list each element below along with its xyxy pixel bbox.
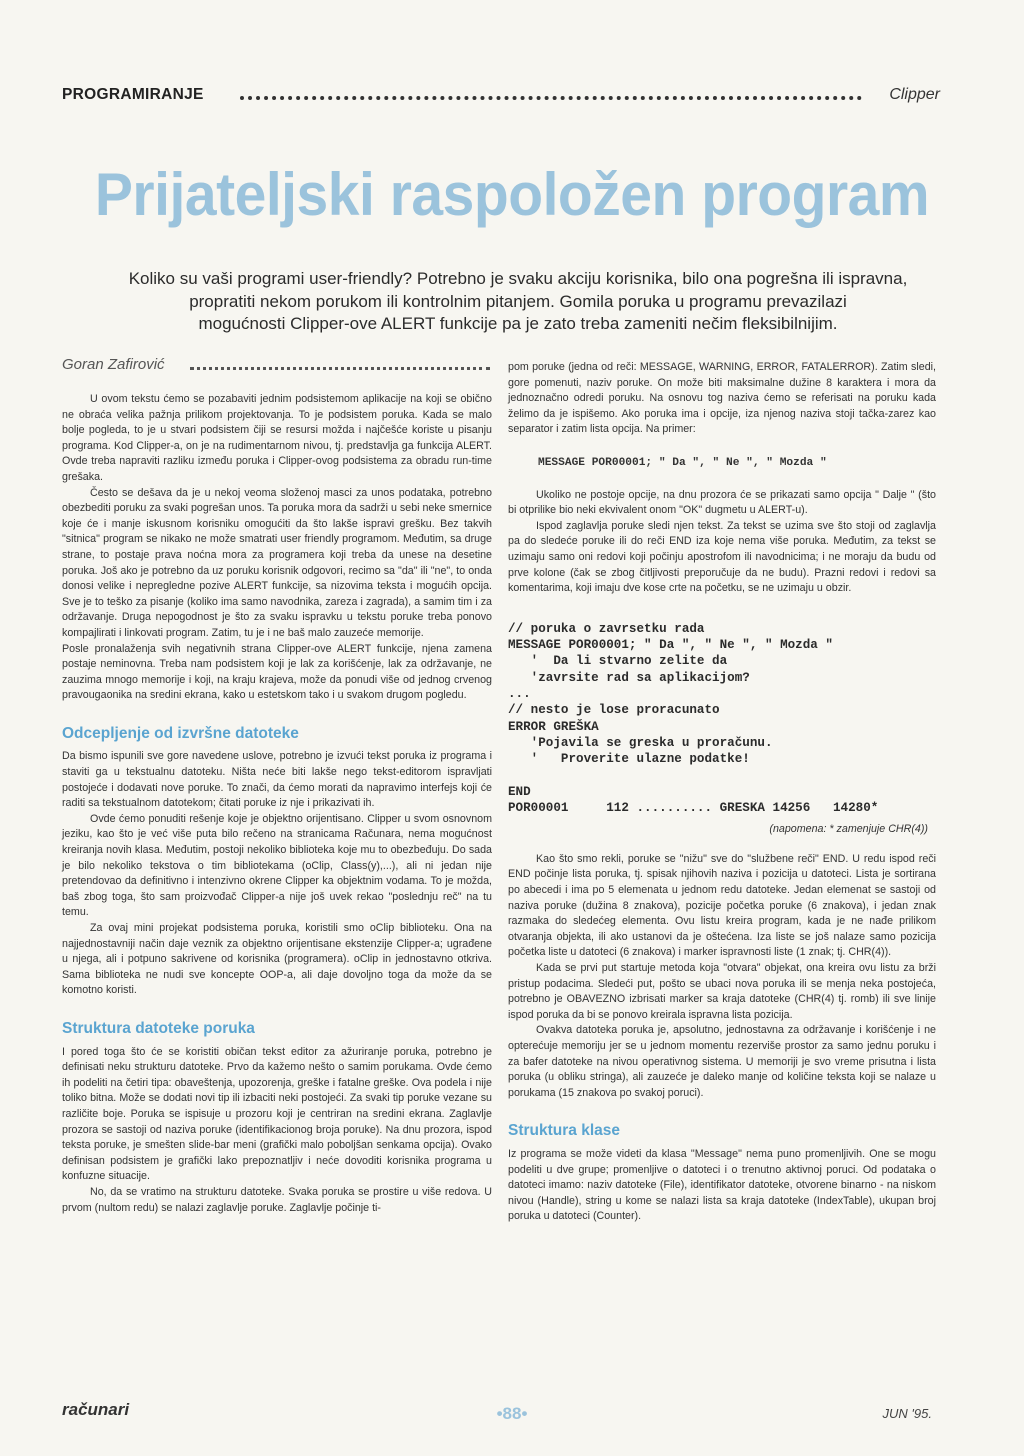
paragraph: Da bismo ispunili sve gore navedene uslove, potrebno je izvući tekst poruka iz programa i staviti ga u tekstualnu datoteku. Ništa neće biti lakše nego tekst-editorom ispravljati postojeće i dodavati nove poruke. To znači, da ćemo morati da napravimo interfejs koji će raditi sa tekstualnom datotekom; čitati poruke iz nje i prikazivati ih. xyxy=(62,750,492,810)
paragraph: I pored toga što će se koristiti običan tekst editor za ažuriranje poruka, potrebno je definisati neku strukturu datoteke. Prvo da kažemo nešto o samim porukama. Ovde ćemo ih podeliti na četiri tipa: obaveštenja, upozorenja, greške i fatalne greške. Ova podela i nije toliko bitna. Može se dodati novi tip ili izbaciti neki postojeći. Za svaki tip poruke vezane su različite boje. Poruka se ispisuje u prozoru koji je centriran na sredini ekrana. Zaglavlje prozora se sastoji od naziva poruke (identifikacionog broja poruke). Na dnu prozora, ispod teksta poruke, je smešten slide-bar meni (grafički malo poboljšan senkama opcija). Ovako definisan podsistem je grafički lako prepoznatljiv i neće dovoditi korisnika programa u konfuzne situacije. xyxy=(62,1045,492,1183)
author-name: Goran Zafirović xyxy=(62,356,165,373)
subheading: Struktura klase xyxy=(508,1122,620,1140)
code-example: MESSAGE POR00001; " Da ", " Ne ", " Mozda " xyxy=(538,456,827,469)
code-listing: // poruka o zavrsetku rada MESSAGE POR00001; " Da ", " Ne ", " Mozda " ' Da li stvarno zelite da 'zavrsite rad sa aplikacijom? ... // nesto je lose proracunato ERROR GREŠKA 'Pojavila se greska u proračunu. ' Proverite ulazne podatke! END POR00001 112 .......... GRESKA 14256 14280* xyxy=(508,621,879,815)
paragraph: Posle pronalaženja svih negativnih strana Clipper-ove ALERT funkcije, njena zamena postaje neminovna. Treba nam podsistem koji je lak za korišćenje, lak za održavanje, ne zauzima mnogo memorije i koji, na kraju krajeva, može da ponudi više od jednog crvenog pravougaonika na sredini ekrana, kako u estetskom tako i u svakom drugom pogledu. xyxy=(62,642,492,702)
topic-label: Clipper xyxy=(889,86,940,103)
paragraph: Iz programa se može videti da klasa "Message" nema puno promenljivih. One se mogu podeliti u dve grupe; promenljive o datoteci i o trenutno aktivnoj poruci. Od podataka o datoteci imamo: naziv datoteke (File), identifikator datoteke, otvorene binarno - na niskom nivou (Handle), string u kome se nalazi lista sa kraja datoteke (IndexTable), ukupan broj poruka u datoteci (Counter). xyxy=(508,1147,936,1223)
magazine-logo: računari xyxy=(62,1400,130,1419)
paragraph: Za ovaj mini projekat podsistema poruka, koristili smo oClip biblioteku. Ona na najjednostavniji način daje veznik za objektno orijentisane ekstenzije Clipper-a; ugrađene u njega, ali i potpuno sakrivene od korisnika (programera). oClip in jednostavno otkriva. Sama biblioteka ne nudi sve koncepte OOP-a, ali daje dovoljno toga da može da se komotno koristi. xyxy=(62,922,492,997)
paragraph: No, da se vratimo na strukturu datoteke. Svaka poruka se prostire u više redova. U prvom (nultom redu) se nalazi zaglavlje poruke. Zaglavlje počinje ti- xyxy=(62,1185,492,1214)
leader-dots xyxy=(240,96,862,100)
byline xyxy=(62,356,492,380)
paragraph: Kada se prvi put startuje metoda koja "otvara" objekat, ona kreira ovu listu za brži pristup podacima. Sledeći put, pošto se ubaci nova poruka ili se menja neka postojeća, potrebno je OBAVEZNO izbrisati marker sa kraja datoteke (CHR(4) tj. romb) ili sve linije ispod poruka da bi se ponovo kreirala ispravna lista pozicija. xyxy=(508,962,936,1021)
paragraph: Kao što smo rekli, poruke se "nižu" sve do "službene reči" END. U redu ispod reči END počinje lista poruka, tj. spisak njihovih naziva i pozicija u datoteci. Lista je sortirana po abecedi i ima po 5 elemenata u jednom redu datoteke. Jedan elemenat se sastoji od naziva poruke (dužina 8 znakova), pozicije početka poruke (6 znakova), i jedan znak razmaka do sledećeg elementa. Ovu listu kreira program, kada je ne nađe prilikom otvaranja objekta, ili ako ustanovi da je oštećena. Iza liste se još nalaze samo pozicija početka liste u datoteci (6 znakova) i marker ispravnosti liste (1 znak; tj. CHR(4)). xyxy=(508,852,936,959)
paragraph: pom poruke (jedna od reči: MESSAGE, WARNING, ERROR, FATALERROR). Zatim sledi, gore pomenuti, naziv poruke. On može biti maksimalne dužine 8 karaktera i mora da jednoznačno odredi poruku. Na osnovu tog naziva ćemo se referisati na poruku kada želimo da je ispišemo. Ako poruka ima i opcije, iza njenog naziva stoji tačka-zarez kao separator i zatim lista opcija. Na primer: xyxy=(508,361,936,436)
lead-line: mogućnosti Clipper-ove ALERT funkcije pa je zato treba zameniti nečim fleksibilnijim. xyxy=(198,314,838,333)
leader-dots xyxy=(190,367,490,370)
article-title: Prijateljski raspoložen program xyxy=(94,161,930,228)
paragraph: U ovom tekstu ćemo se pozabaviti jednim podsistemom aplikacije na koji se obično ne obraća velika pažnja prilikom projektovanja. To je podsistem poruka. Kada se malo bolje pogleda, to je u stvari podsistem čiji se resursi možda i najčešće koriste u pisanju programa. Kod Clipper-a, on je na rudimentarnom nivou, tj. predstavlja ga funkcija ALERT. Ovde treba napraviti razliku između poruka i Clipper-ovog podsistema za obradu run-time grešaka. xyxy=(62,393,492,483)
subheading: Struktura datoteke poruka xyxy=(62,1019,255,1037)
article-lead xyxy=(118,268,918,336)
lead-line: Koliko su vaši programi user-friendly? Potrebno je svaku akciju korisnika, bilo ona pogrešna ili ispravna, xyxy=(128,269,908,288)
running-header xyxy=(62,86,940,110)
subheading: Odcepljenje od izvršne datoteke xyxy=(62,724,299,742)
lead-line: propratiti nekom porukom ili kontrolnim pitanjem. Gomila poruka u programu prevazilazi xyxy=(189,291,847,311)
paragraph: Ovde ćemo ponuditi rešenje koje je objektno orijentisano. Clipper u svom osnovnom jeziku, kao što je već više puta bilo rečeno na stranicama Računara, nema mogućnost kreiranja novih klasa. Međutim, postoji nekoliko biblioteka koje mu to obezbeđuju. Do sada je bilo nekoliko tekstova o tim bibliotekama (oClip, Class(y),...), ali ni jedan nije pretendovao da definitivno i intenzivno okrene Clipper ka objektnim vodama. To je možda, baš zbog toga, što sam proizvođač Clipper-a nije još uvek rekao "poslednju reč" na tu temu. xyxy=(62,812,492,919)
paragraph: Ovakva datoteka poruka je, apsolutno, jednostavna za održavanje i korišćenje i ne opterećuje memoriju jer se u jednom momentu rezerviše prostor za samo jednu poruku i za bafer datoteke na nivou operativnog sistema. U memoriji je svo vreme prisutna i lista poruka (u obliku stringa), ali zauzeće je daleko manje od količine teksta koji se nalaze u porukama (15 znakova po svakoj poruci). xyxy=(508,1024,936,1099)
paragraph: Ispod zaglavlja poruke sledi njen tekst. Za tekst se uzima sve što stoji od zaglavlja pa do sledeće poruke ili do reči END iza koje nema više poruka. Međutim, za tekst se uzimaju samo oni redovi koji počinju apostrofom ili navodnicima; i ne moraju da budu od prve kolone (čak se zbog čitljivosti preporučuje da ne budu). Prazni redovi i redovi sa komentarima, koji imaju dve kose crte na početku, se ne uzimaju u obzir. xyxy=(508,519,936,595)
right-column xyxy=(508,360,936,1225)
left-column xyxy=(62,392,492,1216)
paragraph: Često se dešava da je u nekoj veoma složenoj masci za unos podataka, potrebno obezbediti poruku za svaki pogrešan unos. Ta poruka mora da sadrži u sebi neke smernice koje će i manje iskusnom korisniku omogućiti da što lakše ispravi grešku. Bez takvih "sitnica" program se nikako ne može smatrati user friendly programom. Međutim, sa druge strane, to postaje prava noćna mora za programera koji treba da unese na desetine poruka. Još ako je potrebno da uz poruku korisnik odgovori, recimo sa "da" ili "ne", to onda donosi velike i nepregledne pozive ALERT funkcije, sa nizovima teksta i mogućih opcija. Sve je to teško za pisanje (koliko ima samo navodnika, zareza i zagrada), a samim tim i za održavanje. Druga nepogodnost je što za svaku ispravku u tekstu poruke treba ponovo kompajlirati i linkovati program. Zatim, tu je i ne baš malo zauzeće memorije. xyxy=(62,486,492,639)
section-label: PROGRAMIRANJE xyxy=(62,86,204,103)
issue-date: JUN '95. xyxy=(882,1406,932,1421)
paragraph: Ukoliko ne postoje opcije, na dnu prozora će se prikazati samo opcija " Dalje " (što bi otprilike bio neki ekvivalent onom "OK" dugmetu u ALERT-u). xyxy=(508,488,936,517)
page-number: •88• xyxy=(496,1404,528,1423)
code-note: (napomena: * zamenjuje CHR(4)) xyxy=(769,823,928,836)
